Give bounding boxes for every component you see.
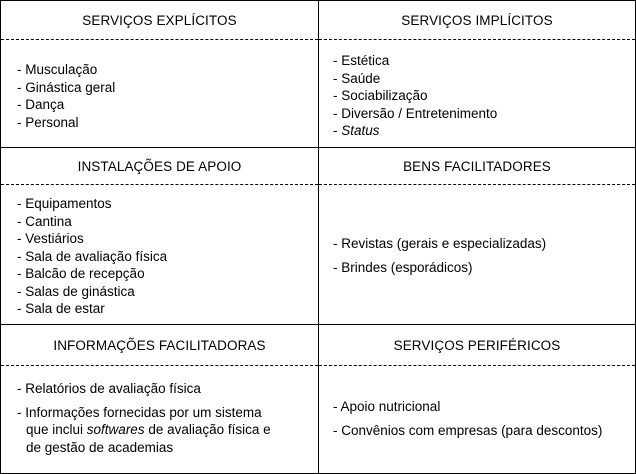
italic-text: Status xyxy=(341,123,380,138)
item-prefix: - xyxy=(333,123,342,138)
list-item: - Sala de avaliação física xyxy=(17,248,168,264)
dashed-separator xyxy=(1,39,318,40)
header-bens-facilitadores: BENS FACILITADORES xyxy=(403,158,551,174)
list-item: - Equipamentos xyxy=(17,196,112,211)
dashed-separator xyxy=(1,184,318,185)
border-middle xyxy=(318,0,319,474)
list-item: - Dança xyxy=(17,97,65,112)
item-line: - Informações fornecidas por um sistema xyxy=(17,404,262,420)
header-servicos-implicitos: SERVIÇOS IMPLÍCITOS xyxy=(401,12,553,28)
item-text: de avaliação física e xyxy=(144,422,271,437)
list-servicos-perifericos xyxy=(333,398,631,439)
dashed-separator xyxy=(319,365,635,366)
border-left xyxy=(0,0,1,474)
list-item: - Sociabilização xyxy=(333,88,428,103)
list-item: - Convênios com empresas (para descontos) xyxy=(333,422,603,438)
list-item: - Ginástica geral xyxy=(17,79,116,95)
header-servicos-explicitos: SERVIÇOS EXPLÍCITOS xyxy=(82,12,237,28)
dashed-separator xyxy=(319,39,635,40)
list-item: - Brindes (esporádicos) xyxy=(333,259,473,275)
list-item: - Revistas (gerais e especializadas) xyxy=(333,236,547,251)
list-item: - Cantina xyxy=(17,213,72,229)
italic-text: softwares xyxy=(86,422,145,437)
list-informacoes-facilitadoras xyxy=(17,380,315,456)
list-bens-facilitadores xyxy=(333,235,628,276)
list-item xyxy=(333,122,628,140)
header-servicos-perifericos: SERVIÇOS PERIFÉRICOS xyxy=(393,337,561,353)
list-item: - Balcão de recepção xyxy=(17,266,145,281)
list-item: - Apoio nutricional xyxy=(333,399,441,414)
list-item: - Salas de ginástica xyxy=(17,283,135,299)
list-item xyxy=(17,404,315,457)
list-item: - Saúde xyxy=(333,70,381,86)
list-item: - Musculação xyxy=(17,62,98,77)
list-item: - Sala de estar xyxy=(17,301,105,316)
list-servicos-implicitos xyxy=(333,52,628,140)
list-instalacoes-de-apoio xyxy=(17,195,312,318)
list-item: - Diversão / Entretenimento xyxy=(333,105,498,121)
list-item: - Estética xyxy=(333,53,390,68)
header-informacoes-facilitadoras: INFORMAÇÕES FACILITADORAS xyxy=(53,337,266,353)
item-line: de gestão de academias xyxy=(26,439,174,455)
header-instalacoes-de-apoio: INSTALAÇÕES DE APOIO xyxy=(77,158,242,174)
item-line xyxy=(17,421,315,439)
list-item: - Relatórios de avaliação física xyxy=(17,381,201,396)
dashed-separator xyxy=(319,184,635,185)
list-item: - Vestiários xyxy=(17,231,84,246)
list-servicos-explicitos xyxy=(17,61,312,131)
list-item: - Personal xyxy=(17,114,79,130)
dashed-separator xyxy=(1,365,318,366)
item-text: que inclui xyxy=(26,422,87,437)
